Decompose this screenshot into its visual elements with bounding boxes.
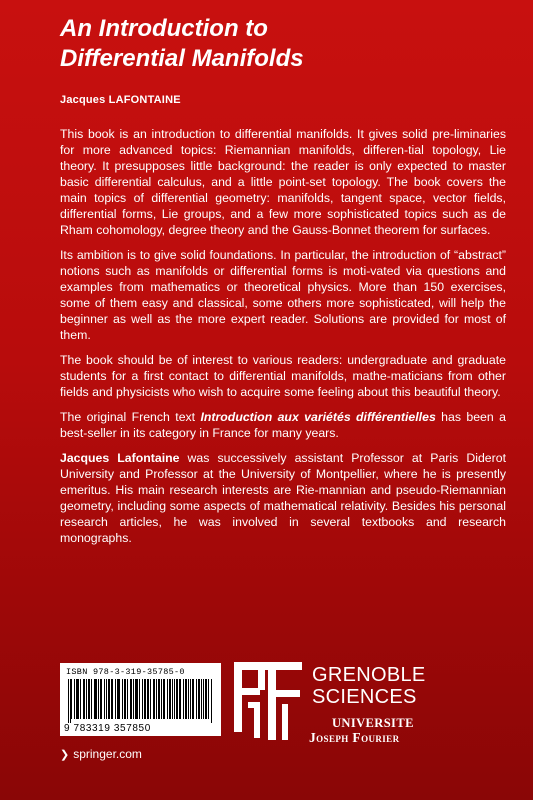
blurb-paragraph-4 [60,409,506,441]
chevron-right-icon: ❯ [60,749,70,761]
blurb-paragraph-5 [60,450,506,546]
blurb-paragraph-2: Its ambition is to give solid foundations. In particular, the introduction of “abstract” notions such as manifolds or differential forms is moti-vated via questions and examples from mathematics or theoretical physics. More than 150 exercises, some of them easy and classical, some others more sophisticated, will help the beginner as well as the more expert reader. Solutions are provided for most of them. [60,248,506,342]
university-label: UNIVERSITE [332,716,414,730]
imprint-line-2: SCIENCES [312,686,417,708]
p4-text-after: has been a best-seller in its category in France for many years. [60,410,506,440]
publisher-link[interactable] [60,747,142,761]
title-line-2: Differential Manifolds [60,45,304,72]
book-title [60,14,304,74]
barcode-bars [68,679,213,723]
grenoble-sciences-logo-icon [232,660,304,742]
title-line-1: An Introduction to [60,15,268,42]
author-bio-name: Jacques Lafontaine [60,451,180,465]
back-cover-blurb [60,126,506,555]
university-name: Joseph Fourier [309,730,400,745]
publisher-url: springer.com [73,747,142,761]
blurb-paragraph-1: This book is an introduction to differential manifolds. It gives solid pre-liminaries for more advanced topics: Riemannian manifolds, differen-tial topology, Lie theory. It presupposes little background: the reader is only expected to master basic differential calculus, and a little point-set topology. The book covers the main topics of differential geometry: manifolds, tangent space, vector fields, differential forms, Lie groups, and a few more sophisticated topics such as de Rham cohomology, degree theory and the Gauss-Bonnet theorem for surfaces. [60,127,506,237]
isbn-barcode [60,663,221,736]
blurb-paragraph-3: The book should be of interest to various readers: undergraduate and graduate students for a first contact to differential manifolds, mathe-maticians from other fields and physicists who wish to acquire some feeling about this beautiful theory. [60,353,506,399]
p4-text-before: The original French text [60,410,201,424]
author-bio-text: was successively assistant Professor at Paris Diderot University and Professor at the University of Montpellier, where he is presently emeritus. His main research interests are Rie-mannian and pseudo-Riemannian geometry, including some aspects of mathematical relativity. Besides his personal research articles, he was involved in several textbooks and research monographs. [60,451,506,545]
french-title: Introduction aux variétés différentielles [200,410,436,424]
imprint-line-1: GRENOBLE [312,664,426,686]
barcode-digits: 9 783319 357850 [64,723,151,734]
author-name: Jacques LAFONTAINE [60,94,181,106]
imprint-name [312,664,426,708]
isbn-label: ISBN 978-3-319-35785-0 [66,667,185,677]
